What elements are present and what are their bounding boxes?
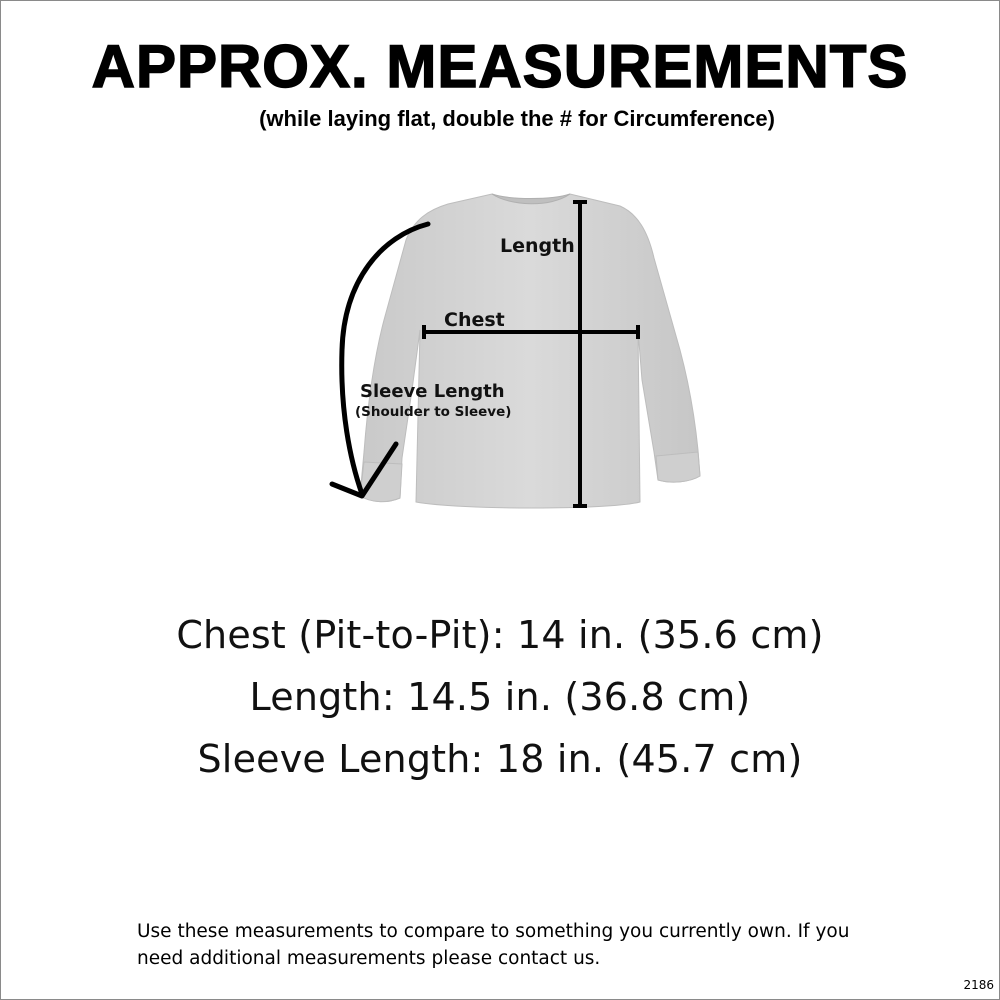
measurement-diagram bbox=[320, 180, 740, 520]
page-subtitle: (while laying flat, double the # for Circumference) bbox=[259, 106, 775, 131]
cuff-right-icon bbox=[656, 452, 700, 482]
page-title: APPROX. MEASUREMENTS bbox=[91, 33, 909, 100]
sleeve-measurement: Sleeve Length: 18 in. (45.7 cm) bbox=[197, 737, 803, 781]
length-measurement: Length: 14.5 in. (36.8 cm) bbox=[249, 675, 751, 719]
chest-label: Chest bbox=[444, 309, 505, 331]
sleeve-length-sublabel: (Shoulder to Sleeve) bbox=[355, 404, 512, 420]
chest-measurement: Chest (Pit-to-Pit): 14 in. (35.6 cm) bbox=[176, 613, 824, 657]
shirt-diagram-svg bbox=[320, 180, 740, 520]
item-code: 2186 bbox=[963, 978, 994, 992]
length-label: Length bbox=[500, 235, 575, 257]
sleeve-length-label: Sleeve Length bbox=[360, 381, 505, 402]
footer-note: Use these measurements to compare to something you currently own. If you need additional measurements please contact us. bbox=[137, 921, 850, 969]
